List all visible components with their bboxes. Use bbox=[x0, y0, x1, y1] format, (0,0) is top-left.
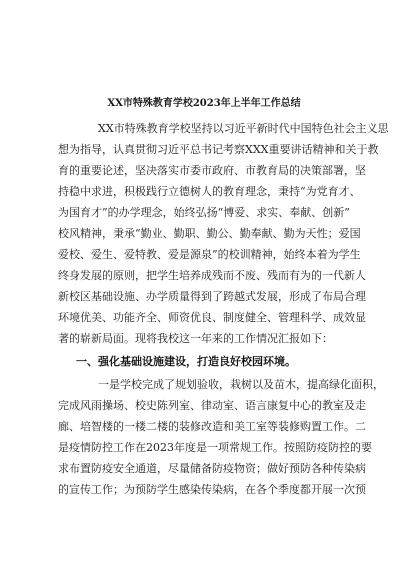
intro-line: XX市特殊教育学校坚持以习近平新时代中国特色社会主义思 bbox=[98, 122, 389, 135]
intro-line: 校风精神，秉承“勤业、勤职、勤公、勤奉献、勤为天性；爱国 bbox=[58, 227, 361, 240]
intro-line: 新校区基础设施、办学质量得到了跨越式发展，形成了布局合理 bbox=[58, 290, 366, 303]
intro-line: 为国育才”的办学理念，始终弘扬“博爱、求实、奉献、创新” bbox=[58, 206, 350, 219]
section-line: 一是学校完成了规划验收，栽树以及苗木，提高绿化面积， bbox=[98, 378, 384, 391]
intro-line: 环境优美、功能齐全、师资优良、制度健全、管理科学、成效显 bbox=[58, 311, 366, 324]
intro-line: 育的重要论述，坚决落实市委市政府、市教育局的决策部署，坚 bbox=[58, 164, 366, 177]
intro-line: 著的崭新局面。现将我校这一年来的工作情况汇报如下： bbox=[58, 332, 333, 345]
intro-line: 爱校、爱生、爱特教、爱是源泉”的校训精神，始终本着为学生 bbox=[58, 248, 361, 261]
section-heading: 一、强化基础设施建设，打造良好校园环境。 bbox=[76, 355, 296, 368]
section-line: 求布置防疫安全通道，尽量储备防疫物资；做好预防各种传染病 bbox=[58, 462, 366, 475]
section-line: 完成风雨操场、校史陈列室、律动室、语言康复中心的教室及走 bbox=[58, 399, 366, 412]
intro-line: 终身发展的原则，把学生培养成残而不废、残而有为的一代新人 bbox=[58, 269, 366, 282]
intro-line: 持稳中求进，积极践行立德树人的教育理念，秉持“为党育才、 bbox=[58, 185, 361, 198]
intro-line: 想为指导，认真贯彻习近平总书记考察XXX重要讲话精神和关于教 bbox=[58, 143, 379, 156]
section-line: 廊、培智楼的一楼二楼的装修改造和美工室等装修购置工作。二 bbox=[58, 420, 366, 433]
section-line: 的宣传工作；为预防学生感染传染病，在各个季度都开展一次预 bbox=[58, 483, 366, 496]
section-line: 是疫情防控工作在2023年度是一项常规工作。按照防疫防控的要 bbox=[58, 441, 372, 454]
document-title: XX市特殊教育学校2023年上半年工作总结 bbox=[107, 98, 301, 109]
